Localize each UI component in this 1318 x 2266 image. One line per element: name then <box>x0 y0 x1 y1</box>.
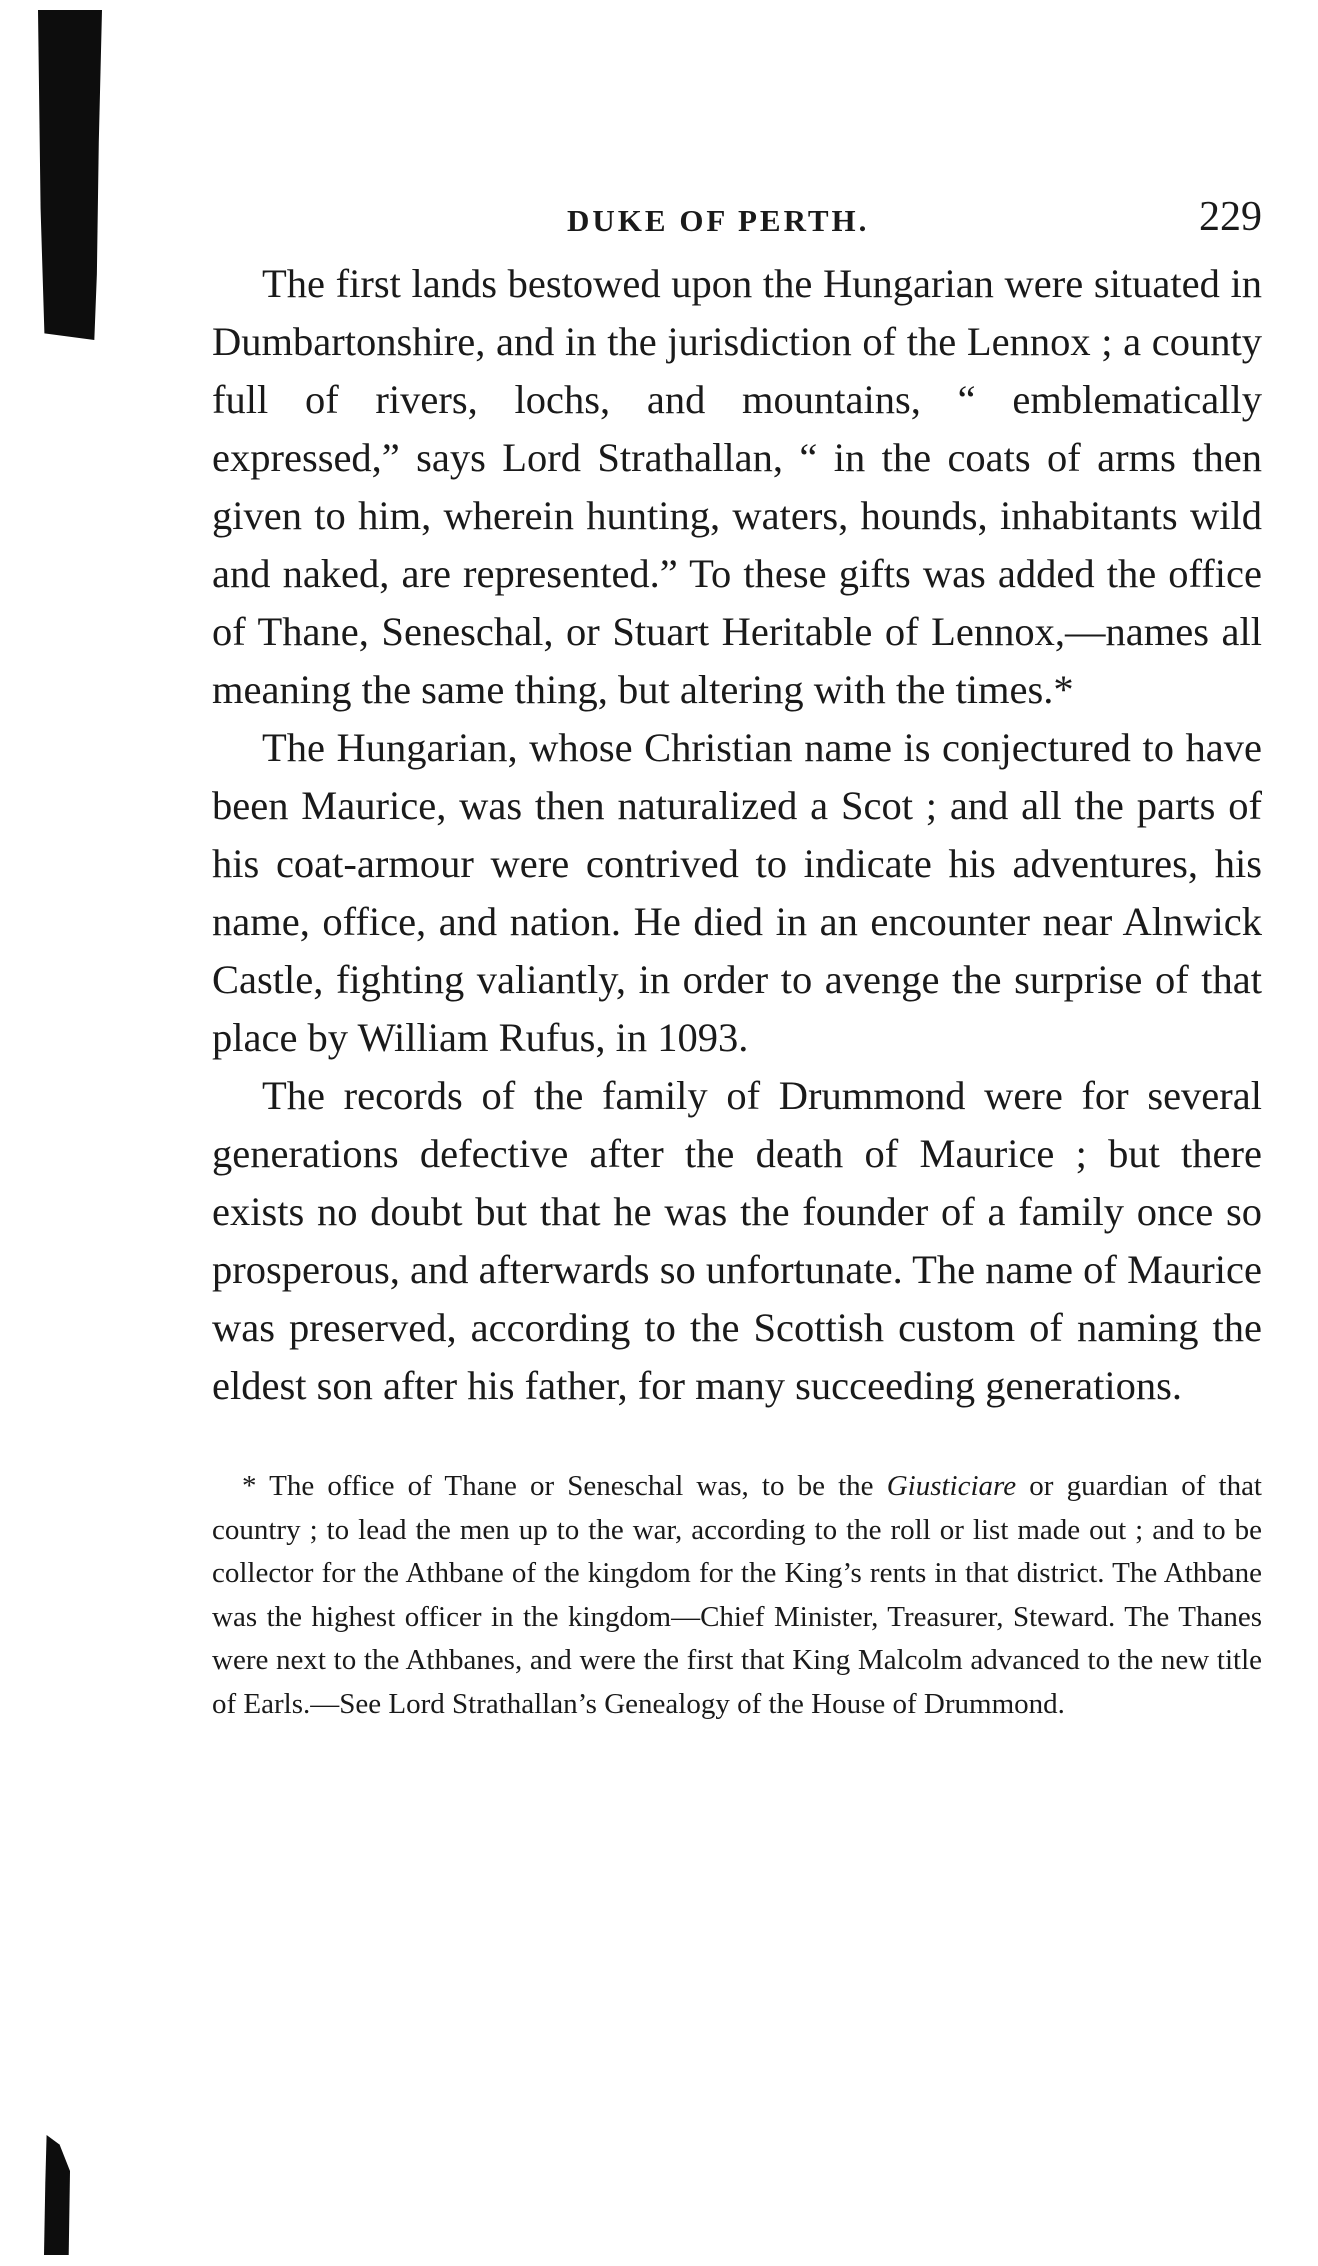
paragraph-3: The records of the family of Drummond were for several generations defective after the death of Maurice ; but there exists no doubt but that he was the founder of a family once so prosperous, and afterwards so unfortunate. The name of Maurice was preserved, according to the Scottish custom of naming the eldest son after his father, for many succeeding generations. <box>212 1073 1262 1408</box>
scan-edge-mark-top <box>38 10 102 340</box>
paragraph-1: The first lands bestowed upon the Hungarian were situated in Dumbartonshire, and in the jurisdiction of the Lennox ; a county full of rivers, lochs, and mountains, “ emblematically expressed,” says Lord Strathallan, “ in the coats of arms then given to him, wherein hunting, waters, hounds, inhabitants wild and naked, are represented.” To these gifts was added the office of Thane, Seneschal, or Stuart Heritable of Lennox,—names all meaning the same thing, but altering with the times.* <box>212 261 1262 712</box>
page-number: 229 <box>1199 194 1262 240</box>
footnote-text <box>212 1465 1262 1726</box>
body-text <box>212 255 1262 1415</box>
running-head <box>212 185 1262 255</box>
footnote <box>212 1465 1262 1726</box>
book-page <box>212 185 1262 1726</box>
paragraph-2: The Hungarian, whose Christian name is conjectured to have been Maurice, was then naturalized a Scot ; and all the parts of his coat-armour were contrived to indicate his adventures, his name, office, and nation. He died in an encounter near Alnwick Castle, fighting valiantly, in order to avenge the surprise of that place by William Rufus, in 1093. <box>212 725 1262 1060</box>
running-title: DUKE OF PERTH. <box>567 203 870 238</box>
footnote-rest: or guardian of that country ; to lead the men up to the war, according to the roll or list made out ; and to be collector for the Athbane of the kingdom for the King’s rents in that district. The Athbane was the highest officer in the kingdom—Chief Minister, Treasurer, Steward. The Thanes were next to the Athbanes, and were the first that King Malcolm advanced to the new title of Earls.—See Lord Strathallan’s Genealogy of the House of Drummond. <box>212 1470 1262 1720</box>
footnote-lead: * The office of Thane or Seneschal was, to be the <box>242 1470 887 1502</box>
scan-edge-mark-bottom <box>44 2135 70 2255</box>
footnote-italic-term: Giusticiare <box>886 1470 1017 1502</box>
